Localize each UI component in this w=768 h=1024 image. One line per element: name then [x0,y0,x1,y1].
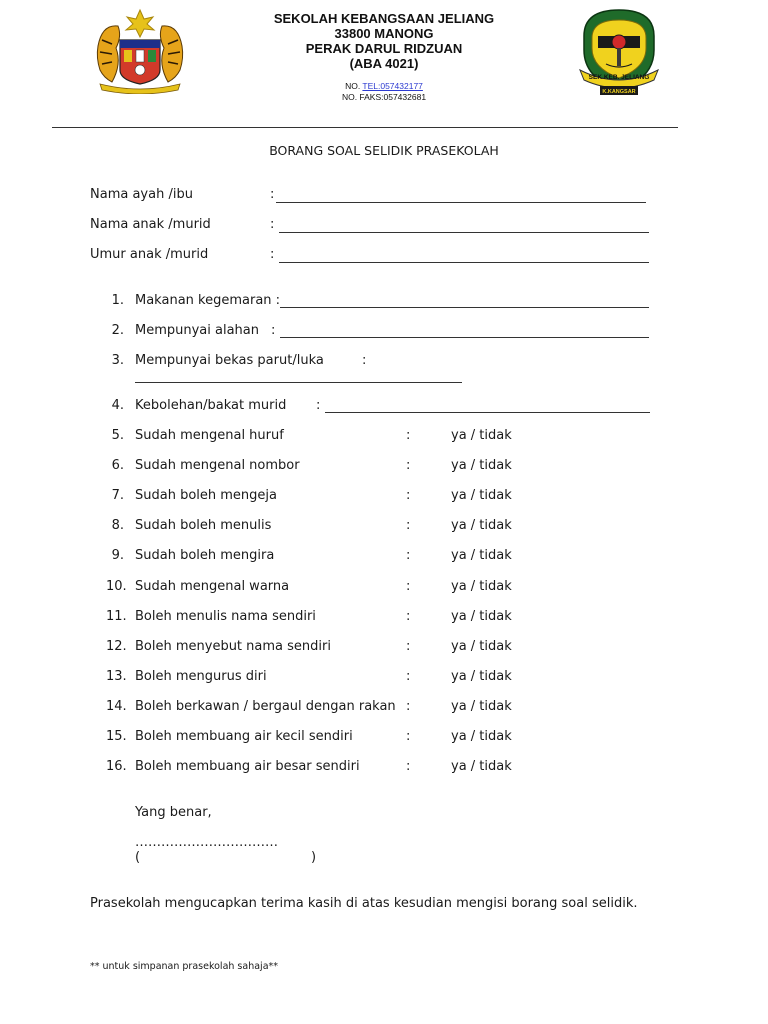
question-number: 14. [106,699,127,714]
question-colon: : [406,579,411,594]
name-open-paren: ( [135,850,141,865]
question-number: 6. [111,458,124,473]
field-colon: : [270,187,275,202]
crest-ribbon-text: SEK.KEB. JELIANG [588,74,650,81]
question-text: Sudah boleh menulis [135,518,272,533]
footnote: ** untuk simpanan prasekolah sahaja** [90,961,279,972]
question-text: Mempunyai alahan [135,323,260,338]
question-colon: : [406,669,411,684]
tel-prefix: NO. [345,81,363,91]
answer-options[interactable]: ya / tidak [451,548,512,563]
question-number: 11. [106,609,127,624]
question-colon: : [406,428,411,443]
parent-name-line[interactable] [276,202,646,203]
answer-options[interactable]: ya / tidak [451,729,512,744]
question-colon: : [271,323,276,338]
question-colon: : [406,609,411,624]
question-number: 7. [111,488,124,503]
question-number: 12. [106,639,127,654]
school-name: SEKOLAH KEBANGSAAN JELIANG [273,11,495,26]
question-colon: : [406,639,411,654]
answer-options[interactable]: ya / tidak [451,428,512,443]
answer-options[interactable]: ya / tidak [451,518,512,533]
question-number: 4. [111,398,124,413]
question-text: Sudah mengenal warna [135,579,290,594]
question-colon: : [316,398,321,413]
question-colon: : [406,518,411,533]
question-colon: : [406,699,411,714]
question-text: Boleh mengurus diri [135,669,267,684]
answer-line[interactable] [280,337,649,338]
thank-you-note: Prasekolah mengucapkan terima kasih di atas kesudian mengisi borang soal selidik. [90,896,638,911]
question-colon: : [406,548,411,563]
question-number: 15. [106,729,127,744]
question-number: 1. [111,293,124,308]
child-name-line[interactable] [279,232,649,233]
answer-options[interactable]: ya / tidak [451,488,512,503]
signature-line[interactable]: …………………………… [135,835,278,850]
answer-options[interactable]: ya / tidak [451,699,512,714]
field-label: Umur anak /murid [90,247,209,262]
field-colon: : [270,247,275,262]
question-text: Sudah boleh mengeja [135,488,277,503]
field-colon: : [270,217,275,232]
closing-text: Yang benar, [135,805,212,820]
header-divider [52,127,678,128]
tel-line [0,81,768,91]
field-label: Nama ayah /ibu [90,187,193,202]
question-number: 3. [111,353,124,368]
answer-options[interactable]: ya / tidak [451,669,512,684]
tel-link[interactable]: TEL:057432177 [362,81,423,91]
answer-line[interactable] [325,412,650,413]
question-text: Mempunyai bekas parut/luka [135,353,324,368]
field-label: Nama anak /murid [90,217,211,232]
crest-subtext: K.KANGSAR [602,89,636,95]
school-state: PERAK DARUL RIDZUAN [305,41,463,56]
answer-line[interactable] [135,382,462,383]
question-text: Sudah mengenal nombor [135,458,300,473]
question-number: 5. [111,428,124,443]
question-number: 10. [106,579,127,594]
name-close-paren: ) [311,850,317,865]
answer-options[interactable]: ya / tidak [451,579,512,594]
question-text: Boleh membuang air besar sendiri [135,759,360,774]
question-text: Sudah mengenal huruf [135,428,284,443]
question-colon: : [406,488,411,503]
question-colon: : [362,353,367,368]
question-colon: : [406,759,411,774]
question-colon: : [406,458,411,473]
answer-options[interactable]: ya / tidak [451,458,512,473]
question-number: 2. [111,323,124,338]
answer-line[interactable] [280,307,649,308]
child-age-line[interactable] [279,262,649,263]
question-number: 9. [111,548,124,563]
question-number: 13. [106,669,127,684]
school-postcode: 33800 MANONG [334,26,434,41]
school-code: (ABA 4021) [349,56,419,71]
question-text: Boleh menyebut nama sendiri [135,639,331,654]
answer-options[interactable]: ya / tidak [451,639,512,654]
fax-line: NO. FAKS:057432681 [341,92,427,102]
answer-options[interactable]: ya / tidak [451,609,512,624]
question-text: Sudah boleh mengira [135,548,275,563]
question-text: Boleh berkawan / bergaul dengan rakan [135,699,396,714]
answer-options[interactable]: ya / tidak [451,759,512,774]
question-colon: : [406,729,411,744]
question-number: 16. [106,759,127,774]
question-text: Makanan kegemaran : [135,293,281,308]
question-text: Kebolehan/bakat murid [135,398,287,413]
question-text: Boleh menulis nama sendiri [135,609,316,624]
form-title: BORANG SOAL SELIDIK PRASEKOLAH [269,143,499,158]
question-text: Boleh membuang air kecil sendiri [135,729,353,744]
question-number: 8. [111,518,124,533]
